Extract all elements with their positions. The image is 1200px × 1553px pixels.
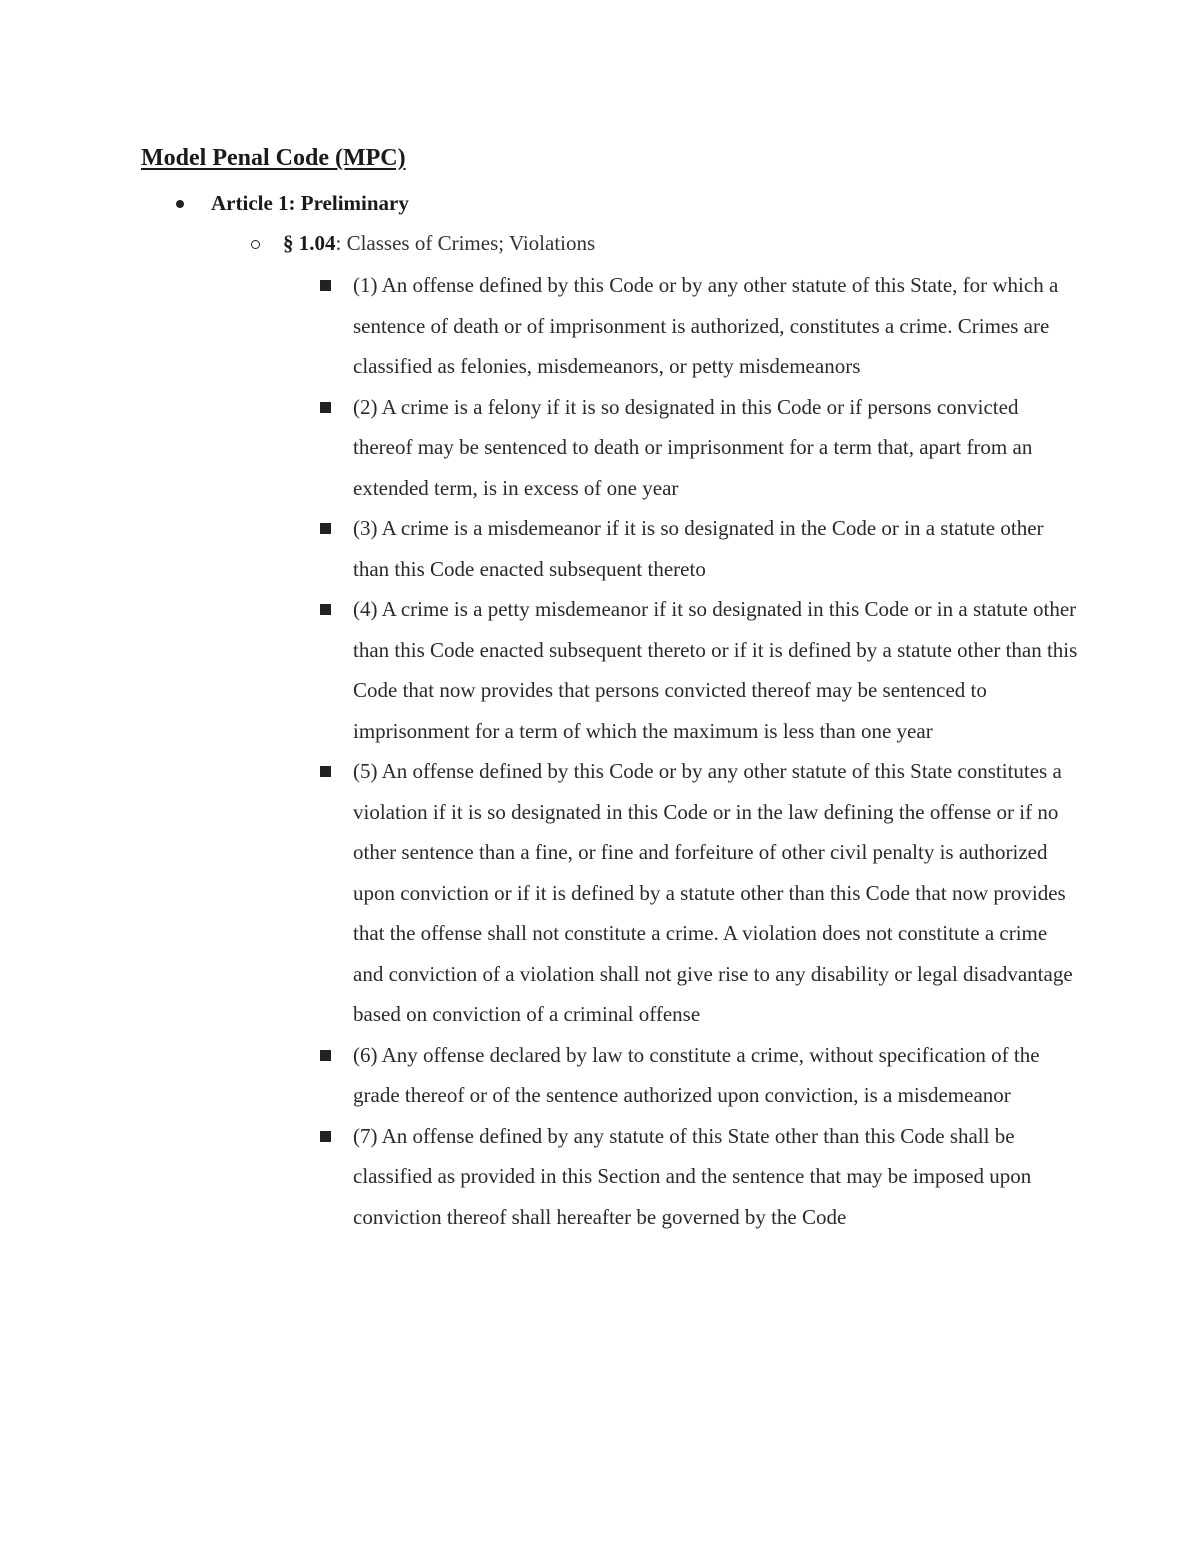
list-item-text: (1) An offense defined by this Code or by any other statute of this State, for which a sentence of death or of imprisonment is authorized, constitutes a crime. Crimes are classified as felonies, misdemeanors, or petty misdemeanors: [353, 273, 1059, 378]
list-item-text: (6) Any offense declared by law to constitute a crime, without specification of the grade thereof or of the sentence authorized upon conviction, is a misdemeanor: [353, 1042, 1040, 1107]
list-item: [318, 751, 1078, 1035]
section-number: § 1.04: [283, 230, 336, 255]
bullet-square-icon: [320, 280, 331, 291]
list-item-text: (4) A crime is a petty misdemeanor if it so designated in this Code or in a statute other than this Code enacted subsequent thereto or if it is defined by a statute other than this Code that now provides that persons convicted thereof may be sentenced to imprisonment for a term of which the maximum is less than one year: [353, 597, 1078, 743]
bullet-square-icon: [320, 523, 331, 534]
list-item: [318, 265, 1078, 387]
list-item: [318, 1035, 1078, 1116]
article-label: Article 1: Preliminary: [211, 190, 409, 215]
list-item-text: (2) A crime is a felony if it is so designated in this Code or if persons convicted thereof may be sentenced to death or imprisonment for a term that, apart from an extended term, is in excess of one year: [353, 394, 1033, 500]
document-title: Model Penal Code (MPC): [141, 145, 406, 171]
list-item: [318, 387, 1078, 509]
bullet-square-icon: [320, 1050, 331, 1061]
bullet-square-icon: [320, 604, 331, 615]
list-item-text: (5) An offense defined by this Code or by any other statute of this State constitutes a violation if it is so designated in this Code or in the law defining the offense or if no other sentence than a fine, or fine and forfeiture of other civil penalty is authorized upon conviction or if it is defined by a statute other than this Code that now provides that the offense shall not constitute a crime. A violation does not constitute a crime and conviction of a violation shall not give rise to any disability or legal disadvantage based on conviction of a criminal offense: [353, 759, 1073, 1026]
bullet-square-icon: [320, 402, 331, 413]
list-item-text: (7) An offense defined by any statute of this State other than this Code shall be classified as provided in this Section and the sentence that may be imposed upon conviction thereof shall hereafter be governed by the Code: [353, 1123, 1032, 1229]
bullet-disc-icon: [176, 200, 184, 208]
section-items-list: [318, 265, 1078, 1237]
bullet-square-icon: [320, 1131, 331, 1142]
list-item: [318, 589, 1078, 751]
section-title: : Classes of Crimes; Violations: [335, 230, 596, 255]
list-item: [318, 508, 1078, 589]
section-heading: [251, 226, 595, 260]
bullet-circle-icon: [251, 240, 260, 249]
list-item-text: (3) A crime is a misdemeanor if it is so designated in the Code or in a statute other than this Code enacted subsequent thereto: [353, 516, 1044, 581]
bullet-square-icon: [320, 766, 331, 777]
list-item: [318, 1116, 1078, 1238]
article-heading: [176, 186, 409, 220]
